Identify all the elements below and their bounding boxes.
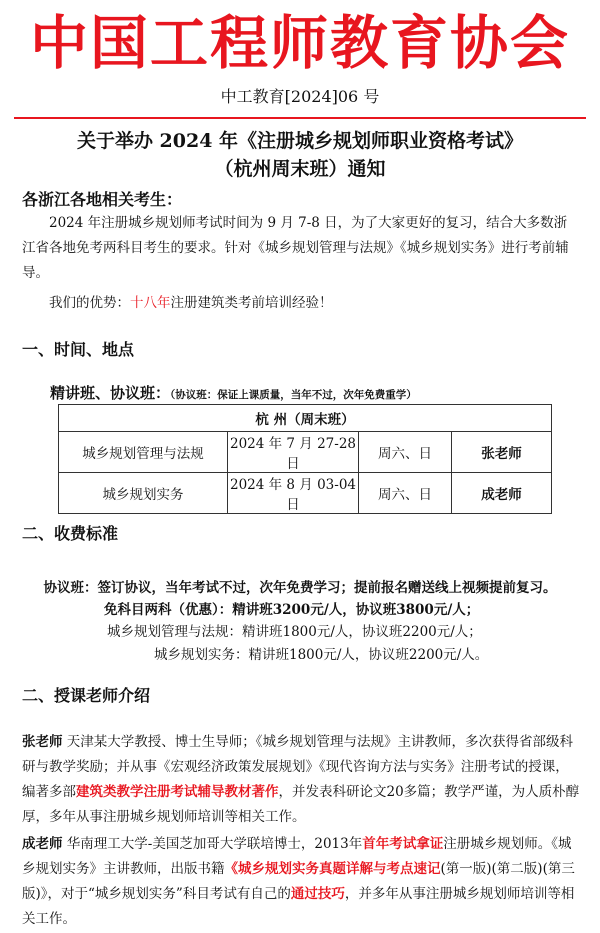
advantage-suffix: 注册建筑类考前培训经验！ [170, 295, 333, 311]
class-type-note: （协议班：保证上课质量，当年不过，次年免费重学） [170, 389, 417, 401]
class-type-line [50, 382, 417, 403]
document-number: 中工教育[2024]06 号 [220, 87, 380, 106]
teacher-zhang-highlight: 建筑类教学注册考试辅导教材著作 [76, 784, 279, 800]
table-row [59, 432, 552, 473]
subject-cell: 城乡规划管理与法规 [59, 432, 228, 473]
teacher-cheng-text-a: 华南理工大学-美国芝加哥大学联培博士，2013年 [62, 836, 363, 852]
notice-title-line1: 关于举办 2024 年《注册城乡规划师职业资格考试》 [76, 130, 524, 152]
header-divider [14, 117, 586, 119]
teacher-cheng-text-d: ，并多年从事注册城乡规划师培训等相关工作。 [22, 886, 575, 927]
teacher-cheng-bio [22, 832, 580, 932]
notice-title-line2: （杭州周末班）通知 [214, 158, 386, 180]
teacher-cheng-highlight3: 通过技巧 [290, 886, 345, 902]
teacher-zhang-bio [22, 730, 580, 830]
teacher-cheng-name: 成老师 [22, 836, 63, 852]
fee-law-line: 城乡规划管理与法规：精讲班1800元/人，协议班2200元/人； [107, 624, 482, 640]
teacher-cheng-text-b: 注册城乡规划师。《城乡规划实务》主讲教师，出版书籍 [22, 836, 572, 877]
date-cell: 2024 年 7 月 27-28 日 [228, 432, 359, 473]
fee-protocol-line: 协议班：签订协议，当年考试不过，次年免费学习；提前报名赠送线上视频提前复习。 [43, 580, 557, 596]
schedule-table [58, 404, 552, 514]
date-cell: 2024 年 8 月 03-04 日 [228, 473, 359, 514]
advantage-line [49, 291, 333, 316]
class-type-label: 精讲班、协议班： [50, 384, 171, 402]
days-cell: 周六、日 [359, 432, 452, 473]
fee-two-subjects-line: 免科目两科（优惠）：精讲班3200元/人，协议班3800元/人； [104, 602, 480, 618]
salutation: 各浙江各地相关考生： [22, 190, 183, 209]
advantage-highlight: 十八年 [130, 295, 171, 311]
table-header-row [59, 405, 552, 432]
teacher-zhang-name: 张老师 [22, 734, 63, 750]
teacher-cell: 张老师 [452, 432, 552, 473]
advantage-prefix: 我们的优势： [49, 295, 130, 311]
teacher-cheng-text-c: (第一版)(第二版)(第三版)》，对于“城乡规划实务”科目考试有自己的 [22, 861, 575, 902]
section-heading-fees: 二、收费标准 [22, 524, 119, 543]
teacher-cheng-highlight2: 《城乡规划实务真题详解与考点速记 [224, 861, 441, 877]
table-row [59, 473, 552, 514]
section-heading-time-place: 一、时间、地点 [22, 340, 135, 359]
teacher-cell: 成老师 [452, 473, 552, 514]
subject-cell: 城乡规划实务 [59, 473, 228, 514]
table-header-cell: 杭 州（周末班） [59, 405, 552, 432]
teacher-cheng-highlight1: 首年考试拿证 [362, 836, 444, 852]
fee-practice-line: 城乡规划实务：精讲班1800元/人，协议班2200元/人。 [154, 647, 489, 663]
section-heading-teachers: 二、授课老师介绍 [22, 686, 151, 705]
days-cell: 周六、日 [359, 473, 452, 514]
organization-name: 中国工程师教育协会 [29, 9, 570, 77]
intro-paragraph: 2024 年注册城乡规划师考试时间为 9 月 7-8 日，为了大家更好的复习，结合大多数浙江省各地免考两科目考生的要求。针对《城乡规划管理与法规》《城乡规划实务》进行考前辅导。 [22, 215, 569, 281]
teacher-zhang-text-b: ，并发表科研论文20多篇；教学严谨，为人质朴醇厚，多年从事注册城乡规划师培训等相关工作。 [22, 784, 580, 825]
teacher-zhang-text-a: 天津某大学教授、博士生导师；《城乡规划管理与法规》主讲教师，多次获得省部级科研与教学奖励；并从事《宏观经济政策发展规划》《现代咨询方法与实务》注册考试的授课，编著多部 [22, 734, 574, 800]
